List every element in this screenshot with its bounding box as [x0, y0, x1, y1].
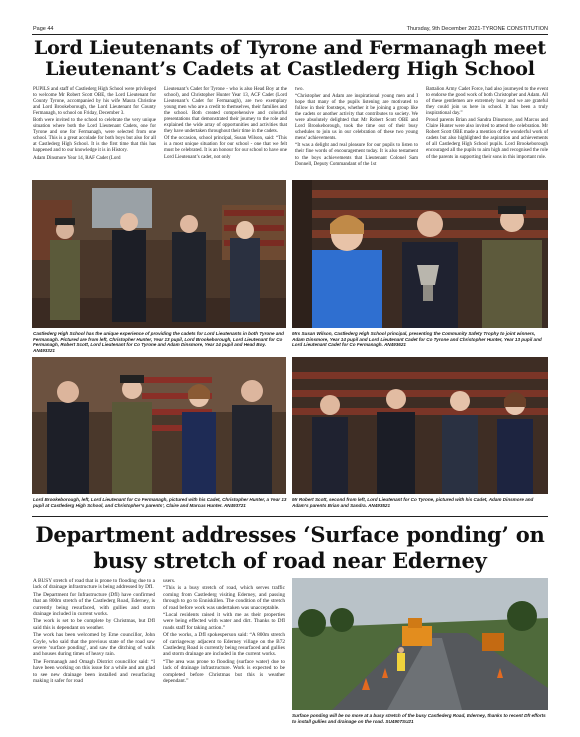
photo-four-men: [32, 180, 286, 328]
paragraph: Both were invited to the school to celebrate the very unique situation where both the Lord Lieutenant Cadets, one for Tyrone and one for Fermanagh, were selected from one school. This is a great accolade for both boys but also for all at Castlederg High School. It is the first time that this has happened and to our knowledge it is in History.: [33, 118, 156, 154]
photo-brookeborough-family: [32, 357, 286, 494]
photo-caption-2: Mrs Susan Wilson, Castlederg High School principal, presenting the Community Safety Trophy to joint winners, Adam Dinsmore, Year 14 pupil and Lord Lieutenant Cadet for Co Tyrone and Christopher Hunter, Year 13 pupil and Lord Lieutenant Cadet for Co Fermanagh. AN493621: [292, 331, 542, 348]
article1-column-1: [33, 87, 156, 177]
paragraph: Adam Dinsmore Year 14, RAF Cadet (Lord: [33, 155, 121, 161]
photo-caption-5: Surface ponding will be no more at a busy stretch of the busy Castlederg Road, Ederney, thanks to recent DfI efforts to install gullies and drainage on the road. SU4907SU21: [292, 713, 546, 724]
photo-caption-3: Lord Brookeborough, left, Lord Lieutenant for Co Fermanagh, pictured with his Cadet, Christopher Hunter, a Year 13 pupil at Castlederg High School, and Christopher’s parents’, Claire and Marcus Hunter. AN493721: [33, 497, 287, 508]
article2-headline: Department addresses ‘Surface ponding’ on busy stretch of road near Ederney: [35, 522, 545, 573]
paragraph: The Fermanagh and Omagh District councillor said: “I have been working on this issue for a while and am glad to see new drainage been installed and resurfacing making it safer for road: [33, 658, 155, 685]
paragraph: Of the works, a DfI spokesperson said: “A 800m stretch of carriageway adjacent to Ederney village on the B72 Castlederg Road is currently being resurfaced and gullies and storm drainage are included in the current works.: [163, 632, 285, 658]
paragraph: PUPILS and staff of Castlederg High School were privileged to welcome Mr Robert Scott OBE, the Lord Lieutenant for County Tyrone, accompanied by his wife Maura Christine and Lord Brookeborough, the Lord Lieutenant for County Fermanagh, to school on Friday, December 3.: [33, 87, 156, 117]
photo-caption-1: Castlederg High School has the unique experience of providing the cadets for Lord Lieutenants in both Tyrone and Fermanagh. Pictured are from left, Christopher Hunter, Year 13 pupil, Lord Brookeborough, Lord Lieutenant for Co Fermanagh, Robert Scott, Lord Lieutenant for Co Tyrone and Adam Dinsmore, Year 14 pupil and Head Boy. AN493321: [33, 331, 284, 353]
article1-column-2: [164, 87, 287, 177]
article2-column-2: [163, 578, 285, 728]
section-rule: [32, 516, 548, 517]
paragraph: users.: [163, 578, 176, 584]
paragraph: The Department for Infrastructure (DfI) have confirmed that an 800m stretch of the Castlederg Road, Ederney, is currently being resurfaced, with gullies and storm drainage included in current works.: [33, 591, 155, 618]
article2-body: [33, 578, 285, 728]
paragraph: “It was a delight and real pleasure for our pupils to listen to their fine words of encouragement today. It is also testament to the boys achievements that Lieutenant Colonel Sam Donnell, Deputy Commandant of the 1st: [295, 143, 418, 167]
header-rule: [32, 34, 548, 35]
article1-column-3: [295, 87, 418, 177]
photo-caption-4: Mr Robert Scott, second from left, Lord Lieutenant for Co Tyrone, pictured with his Cadet, Adam Dinsmore and Adam’s parents Brian and Sandra. AN493521: [292, 497, 534, 508]
paragraph: two.: [295, 87, 304, 92]
paragraph: The work has been welcomed by Erne councillor, John Coyle, who said that the previous state of the road saw severe ‘surface ponding’, and saw the ditching of walls and houses during times of heavy rain.: [33, 632, 155, 658]
dateline: Thursday, 9th December 2021-TYRONE CONSTITUTION: [406, 26, 548, 32]
paragraph: “This is a busy stretch of road, which serves traffic coming from Castlederg visiting Ederney, and passing through to go to Enniskillen. The condition of the stretch of road before work was undertaken was unacceptable.: [163, 585, 285, 611]
paragraph: Proud parents Brian and Sandra Dinsmore, and Marcus and Claire Hunter were also invited to attend the celebration. Mr Robert Scott OBE made a mention of the wonderful work of cadets but also highlighted the aspiration and achievements of all Castlederg High School pupils. Lord Brookeborough encouraged all the pupils to aim high and recognised the role of the parents in supporting their sons in this important role.: [426, 118, 548, 160]
article1-headline: Lord Lieutenants of Tyrone and Fermanagh meet Lieutenant’s Cadets at Castlederg High School: [34, 37, 546, 80]
article1-column-4: [426, 87, 548, 177]
paragraph: Of the occasion, school principal, Susan Wilson, said: “This is a most unique situation for our school - one that we felt must be celebrated. It is an honour for our school to have one Lord Lieutenant’s cadet, not only: [164, 136, 287, 160]
paragraph: “Christopher and Adam are inspirational young men and I hope that many of the pupils listening are motivated to follow in their footsteps, whether it be joining a group like the cadets or another activity that contributes to society. We were absolutely delighted that Mr Robert Scott OBE and Lord Brookeborough, took the time out of their busy schedules to join us in our celebration of these two young mens’ achievements.: [295, 94, 418, 142]
paragraph: The work is set to be complete by Christmas, but DfI said this is dependant on weather.: [33, 618, 155, 631]
paragraph: “Local residents raised it with me as their properties were being effected with water and dirt. Thanks to DfI roads staff for taking action.”: [163, 612, 285, 631]
paragraph: Lieutenant’s Cadet for Tyrone - who is also Head Boy at the school), and Christopher Hunter Year 13, ACF Cadet (Lord Lieutenant’s Cadet for Fermanagh), are two exemplary young men who are a credit to themselves, their families and the school. Both created comprehensive and colourful presentations that demonstrated their journey to the role and explained the wide array of opportunities and activities that they have undertaken throughout their time in the cadets.: [164, 87, 287, 135]
page-number: Page 44: [33, 26, 54, 32]
photo-road-works: [292, 578, 548, 710]
photo-trophy-presentation: [292, 180, 548, 328]
article2-column-1: [33, 578, 155, 728]
paragraph: “The area was prone to flooding (surface water) due to lack of drainage infrastructure. Work is expected to be completed before Christmas but this is weather dependant.”: [163, 658, 285, 685]
photo-scott-family: [292, 357, 548, 494]
article1-body: [33, 87, 548, 177]
paragraph: A BUSY stretch of road that is prone to flooding due to a lack of drainage infrastructure is being addressed by DfI.: [33, 578, 155, 591]
paragraph: Battalion Army Cadet Force, had also journeyed to the event to endorse the good work of both Christopher and Adam. All of these gentlemen are extremely busy and we are grateful they could join us here in school. It has been a truly inspirational day.”: [426, 87, 548, 117]
